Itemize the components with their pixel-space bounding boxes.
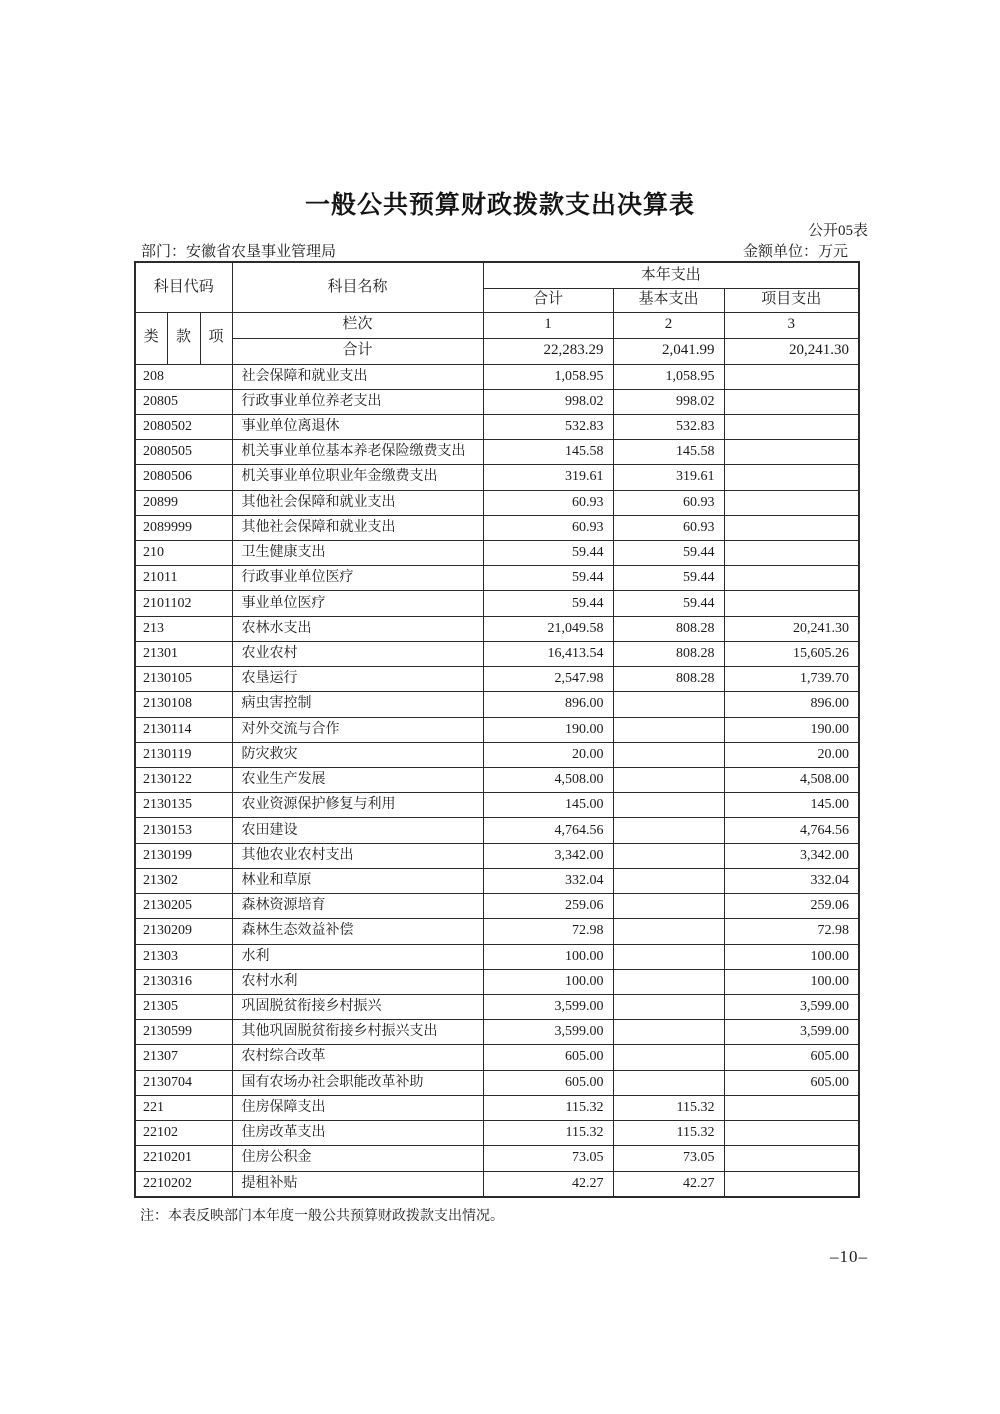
header-row-3 [135, 312, 859, 338]
cell-basic-expenditure [613, 1070, 724, 1095]
cell-basic-expenditure: 145.58 [613, 440, 724, 465]
cell-project-expenditure: 72.98 [724, 919, 859, 944]
cell-subject-name: 行政事业单位医疗 [232, 566, 483, 591]
cell-total: 42.27 [483, 1171, 613, 1197]
cell-subject-code: 21301 [135, 641, 232, 666]
cell-total: 16,413.54 [483, 641, 613, 666]
cell-subject-code: 2101102 [135, 591, 232, 616]
table-row [135, 566, 859, 591]
table-row [135, 440, 859, 465]
cell-total: 100.00 [483, 969, 613, 994]
cell-project-expenditure: 896.00 [724, 692, 859, 717]
header-code-item: 项 [200, 312, 232, 364]
cell-subject-name: 农业农村 [232, 641, 483, 666]
table-row [135, 994, 859, 1019]
cell-total: 100.00 [483, 944, 613, 969]
cell-project-expenditure: 20,241.30 [724, 616, 859, 641]
cell-project-expenditure: 4,508.00 [724, 768, 859, 793]
cell-subject-code: 21305 [135, 994, 232, 1019]
cell-basic-expenditure: 319.61 [613, 465, 724, 490]
table-row [135, 591, 859, 616]
cell-project-expenditure: 1,739.70 [724, 667, 859, 692]
cell-project-expenditure: 259.06 [724, 894, 859, 919]
table-row [135, 389, 859, 414]
cell-project-expenditure [724, 414, 859, 439]
table-row [135, 641, 859, 666]
cell-subject-name: 对外交流与合作 [232, 717, 483, 742]
table-row [135, 894, 859, 919]
table-row [135, 1146, 859, 1171]
cell-project-expenditure [724, 541, 859, 566]
cell-project-expenditure [724, 1171, 859, 1197]
cell-project-expenditure: 145.00 [724, 793, 859, 818]
cell-basic-expenditure [613, 894, 724, 919]
table-row [135, 364, 859, 389]
cell-basic-expenditure [613, 944, 724, 969]
cell-total: 59.44 [483, 566, 613, 591]
cell-total: 21,049.58 [483, 616, 613, 641]
cell-total: 332.04 [483, 868, 613, 893]
table-row [135, 616, 859, 641]
cell-total: 4,764.56 [483, 818, 613, 843]
header-col-num-2: 2 [613, 312, 724, 338]
cell-subject-code: 2130105 [135, 667, 232, 692]
cell-project-expenditure [724, 440, 859, 465]
cell-subject-name: 机关事业单位基本养老保险缴费支出 [232, 440, 483, 465]
budget-table [134, 261, 860, 1198]
cell-basic-expenditure: 60.93 [613, 490, 724, 515]
cell-basic-expenditure: 60.93 [613, 515, 724, 540]
cell-total: 2,547.98 [483, 667, 613, 692]
cell-basic-expenditure: 42.27 [613, 1171, 724, 1197]
page-number: –10– [830, 1247, 868, 1266]
table-note: 注：本表反映部门本年度一般公共预算财政拨款支出情况。 [140, 1209, 504, 1224]
cell-subject-code: 2210202 [135, 1171, 232, 1197]
header-subject-name: 科目名称 [232, 262, 483, 312]
cell-total: 145.58 [483, 440, 613, 465]
cell-basic-expenditure: 808.28 [613, 667, 724, 692]
cell-total: 259.06 [483, 894, 613, 919]
cell-total: 60.93 [483, 515, 613, 540]
table-row [135, 414, 859, 439]
grand-total-total: 22,283.29 [483, 338, 613, 364]
cell-total: 60.93 [483, 490, 613, 515]
cell-total: 896.00 [483, 692, 613, 717]
cell-subject-name: 农业资源保护修复与利用 [232, 793, 483, 818]
cell-subject-name: 机关事业单位职业年金缴费支出 [232, 465, 483, 490]
cell-project-expenditure [724, 389, 859, 414]
cell-project-expenditure: 100.00 [724, 969, 859, 994]
cell-project-expenditure [724, 1121, 859, 1146]
cell-subject-code: 2130599 [135, 1020, 232, 1045]
cell-total: 1,058.95 [483, 364, 613, 389]
cell-subject-code: 2080505 [135, 440, 232, 465]
cell-subject-name: 提租补贴 [232, 1171, 483, 1197]
header-code-section: 款 [167, 312, 200, 364]
cell-project-expenditure: 4,764.56 [724, 818, 859, 843]
cell-total: 998.02 [483, 389, 613, 414]
amount-unit-label: 金额单位：万元 [742, 244, 848, 260]
cell-project-expenditure: 3,599.00 [724, 994, 859, 1019]
cell-subject-name: 卫生健康支出 [232, 541, 483, 566]
cell-basic-expenditure [613, 868, 724, 893]
cell-total: 20.00 [483, 742, 613, 767]
table-row [135, 541, 859, 566]
cell-basic-expenditure: 998.02 [613, 389, 724, 414]
grand-total-label: 合计 [232, 338, 483, 364]
cell-subject-name: 住房公积金 [232, 1146, 483, 1171]
cell-subject-code: 20899 [135, 490, 232, 515]
cell-project-expenditure [724, 490, 859, 515]
cell-project-expenditure: 20.00 [724, 742, 859, 767]
cell-subject-code: 2130135 [135, 793, 232, 818]
cell-project-expenditure [724, 515, 859, 540]
cell-subject-name: 其他社会保障和就业支出 [232, 490, 483, 515]
cell-total: 59.44 [483, 591, 613, 616]
cell-total: 319.61 [483, 465, 613, 490]
table-row [135, 490, 859, 515]
cell-subject-code: 20805 [135, 389, 232, 414]
cell-project-expenditure [724, 566, 859, 591]
cell-total: 4,508.00 [483, 768, 613, 793]
table-row [135, 1171, 859, 1197]
cell-subject-code: 2130704 [135, 1070, 232, 1095]
cell-subject-name: 农林水支出 [232, 616, 483, 641]
cell-basic-expenditure [613, 768, 724, 793]
cell-total: 532.83 [483, 414, 613, 439]
cell-total: 72.98 [483, 919, 613, 944]
cell-subject-code: 2210201 [135, 1146, 232, 1171]
cell-basic-expenditure [613, 919, 724, 944]
cell-basic-expenditure: 115.32 [613, 1121, 724, 1146]
cell-subject-code: 210 [135, 541, 232, 566]
header-row-1 [135, 262, 859, 288]
cell-subject-name: 事业单位离退休 [232, 414, 483, 439]
cell-subject-code: 2080502 [135, 414, 232, 439]
cell-basic-expenditure [613, 969, 724, 994]
cell-subject-code: 2130205 [135, 894, 232, 919]
cell-subject-name: 农村水利 [232, 969, 483, 994]
cell-subject-code: 2130316 [135, 969, 232, 994]
table-body [135, 364, 859, 1197]
cell-subject-code: 21303 [135, 944, 232, 969]
table-row [135, 667, 859, 692]
cell-project-expenditure: 15,605.26 [724, 641, 859, 666]
table-row [135, 742, 859, 767]
cell-subject-name: 行政事业单位养老支出 [232, 389, 483, 414]
cell-total: 73.05 [483, 1146, 613, 1171]
cell-subject-name: 林业和草原 [232, 868, 483, 893]
cell-subject-code: 2130122 [135, 768, 232, 793]
cell-basic-expenditure [613, 1045, 724, 1070]
cell-project-expenditure: 3,342.00 [724, 843, 859, 868]
header-col-num-3: 3 [724, 312, 859, 338]
table-row [135, 768, 859, 793]
cell-total: 3,599.00 [483, 1020, 613, 1045]
header-col-project: 项目支出 [724, 288, 859, 312]
table-row [135, 1095, 859, 1120]
cell-basic-expenditure [613, 793, 724, 818]
cell-total: 145.00 [483, 793, 613, 818]
header-subject-code: 科目代码 [135, 262, 232, 312]
header-col-total: 合计 [483, 288, 613, 312]
cell-subject-name: 防灾救灾 [232, 742, 483, 767]
cell-basic-expenditure: 808.28 [613, 616, 724, 641]
header-col-num-1: 1 [483, 312, 613, 338]
table-row [135, 515, 859, 540]
cell-subject-code: 21302 [135, 868, 232, 893]
department-label: 部门：安徽省农垦事业管理局 [141, 244, 337, 260]
cell-total: 115.32 [483, 1121, 613, 1146]
cell-total: 3,599.00 [483, 994, 613, 1019]
cell-basic-expenditure: 59.44 [613, 541, 724, 566]
cell-basic-expenditure: 73.05 [613, 1146, 724, 1171]
table-row [135, 1070, 859, 1095]
table-row [135, 843, 859, 868]
cell-subject-name: 其他社会保障和就业支出 [232, 515, 483, 540]
cell-project-expenditure: 100.00 [724, 944, 859, 969]
form-number-label: 公开05表 [807, 223, 868, 239]
table-row [135, 944, 859, 969]
cell-subject-code: 221 [135, 1095, 232, 1120]
table-row [135, 1121, 859, 1146]
table-row [135, 717, 859, 742]
cell-total: 115.32 [483, 1095, 613, 1120]
cell-subject-code: 22102 [135, 1121, 232, 1146]
cell-subject-name: 其他农业农村支出 [232, 843, 483, 868]
cell-subject-name: 病虫害控制 [232, 692, 483, 717]
cell-basic-expenditure: 115.32 [613, 1095, 724, 1120]
cell-subject-code: 2130153 [135, 818, 232, 843]
cell-project-expenditure [724, 364, 859, 389]
cell-project-expenditure: 605.00 [724, 1045, 859, 1070]
cell-subject-code: 2130119 [135, 742, 232, 767]
cell-basic-expenditure [613, 994, 724, 1019]
cell-subject-name: 农垦运行 [232, 667, 483, 692]
cell-subject-name: 农村综合改革 [232, 1045, 483, 1070]
cell-total: 190.00 [483, 717, 613, 742]
table-row [135, 1045, 859, 1070]
cell-subject-code: 2130108 [135, 692, 232, 717]
cell-basic-expenditure [613, 742, 724, 767]
cell-subject-code: 2089999 [135, 515, 232, 540]
cell-total: 59.44 [483, 541, 613, 566]
cell-subject-name: 住房改革支出 [232, 1121, 483, 1146]
table-row [135, 793, 859, 818]
cell-subject-name: 农田建设 [232, 818, 483, 843]
cell-subject-code: 213 [135, 616, 232, 641]
cell-project-expenditure [724, 1146, 859, 1171]
cell-total: 605.00 [483, 1045, 613, 1070]
cell-project-expenditure: 3,599.00 [724, 1020, 859, 1045]
cell-subject-code: 2130114 [135, 717, 232, 742]
cell-project-expenditure [724, 465, 859, 490]
cell-subject-code: 2080506 [135, 465, 232, 490]
cell-basic-expenditure: 532.83 [613, 414, 724, 439]
cell-project-expenditure: 190.00 [724, 717, 859, 742]
cell-subject-code: 2130199 [135, 843, 232, 868]
cell-basic-expenditure [613, 692, 724, 717]
cell-basic-expenditure: 59.44 [613, 566, 724, 591]
table-row [135, 465, 859, 490]
cell-subject-code: 208 [135, 364, 232, 389]
cell-basic-expenditure: 1,058.95 [613, 364, 724, 389]
cell-subject-name: 森林资源培育 [232, 894, 483, 919]
page-title: 一般公共预算财政拨款支出决算表 [304, 191, 695, 219]
table-row [135, 692, 859, 717]
cell-basic-expenditure [613, 1020, 724, 1045]
cell-subject-name: 巩固脱贫衔接乡村振兴 [232, 994, 483, 1019]
grand-total-row [135, 338, 859, 364]
cell-basic-expenditure [613, 843, 724, 868]
cell-total: 605.00 [483, 1070, 613, 1095]
cell-subject-name: 事业单位医疗 [232, 591, 483, 616]
cell-subject-name: 农业生产发展 [232, 768, 483, 793]
cell-project-expenditure: 605.00 [724, 1070, 859, 1095]
cell-subject-code: 21011 [135, 566, 232, 591]
cell-subject-code: 2130209 [135, 919, 232, 944]
header-col-basic: 基本支出 [613, 288, 724, 312]
header-code-class: 类 [135, 312, 167, 364]
cell-project-expenditure [724, 591, 859, 616]
table-row [135, 919, 859, 944]
cell-project-expenditure: 332.04 [724, 868, 859, 893]
grand-total-basic: 2,041.99 [613, 338, 724, 364]
table-row [135, 969, 859, 994]
cell-subject-name: 住房保障支出 [232, 1095, 483, 1120]
cell-subject-code: 21307 [135, 1045, 232, 1070]
header-year-expenditure: 本年支出 [483, 262, 859, 288]
table-row [135, 868, 859, 893]
cell-subject-name: 社会保障和就业支出 [232, 364, 483, 389]
cell-subject-name: 森林生态效益补偿 [232, 919, 483, 944]
cell-project-expenditure [724, 1095, 859, 1120]
cell-subject-name: 水利 [232, 944, 483, 969]
table-row [135, 1020, 859, 1045]
cell-basic-expenditure: 808.28 [613, 641, 724, 666]
header-column-row-label: 栏次 [232, 312, 483, 338]
cell-subject-name: 国有农场办社会职能改革补助 [232, 1070, 483, 1095]
cell-basic-expenditure [613, 818, 724, 843]
cell-subject-name: 其他巩固脱贫衔接乡村振兴支出 [232, 1020, 483, 1045]
table-row [135, 818, 859, 843]
cell-basic-expenditure [613, 717, 724, 742]
cell-basic-expenditure: 59.44 [613, 591, 724, 616]
grand-total-project: 20,241.30 [724, 338, 859, 364]
cell-total: 3,342.00 [483, 843, 613, 868]
